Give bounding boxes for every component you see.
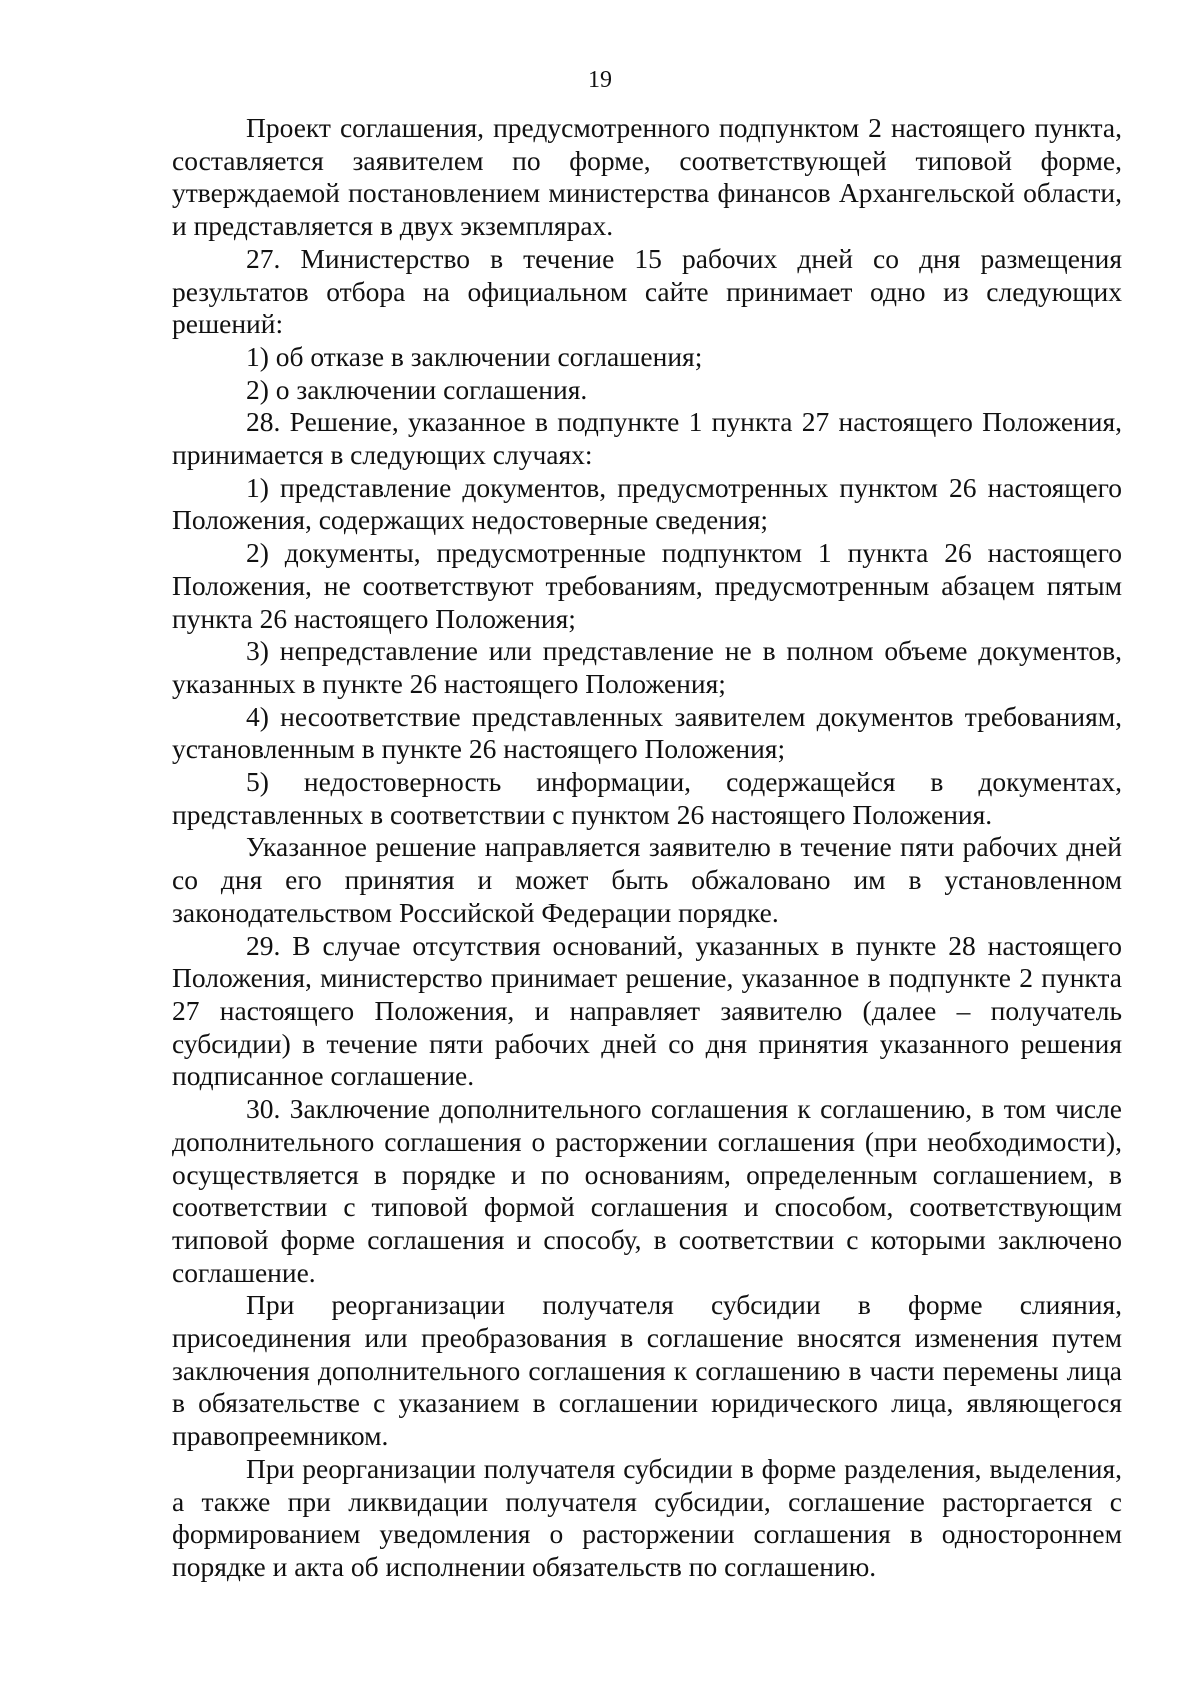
paragraph-reorganization-merger: При реорганизации получателя субсидии в форме слияния, присоединения или преобразования в соглашение вносятся изменения путем заключения дополнительного соглашения к соглашению в части перемены лица в обязательстве с указанием в соглашении юридического лица, являющегося правопреемником. (172, 1289, 1122, 1452)
page-number: 19 (588, 67, 612, 93)
paragraph-item-28-4: 4) несоответствие представленных заявителем документов требованиям, установленным в пункте 26 настоящего Положения; (172, 700, 1122, 765)
paragraph-item-27: 27. Министерство в течение 15 рабочих дней со дня размещения результатов отбора на официальном сайте принимает одно из следующих решений: (172, 242, 1122, 340)
paragraph-item-28-3: 3) непредставление или представление не в полном объеме документов, указанных в пункте 26 настоящего Положения; (172, 635, 1122, 699)
document-body (172, 112, 1122, 1584)
paragraph-reorganization-division: При реорганизации получателя субсидии в форме разделения, выделения, а также при ликвидации получателя субсидии, соглашение расторгается с формированием уведомления о расторжении соглашения в одностороннем порядке и акта об исполнении обязательств по соглашению. (172, 1452, 1122, 1582)
paragraph-item-28-1: 1) представление документов, предусмотренных пунктом 26 настоящего Положения, содержащих недостоверные сведения; (172, 471, 1122, 536)
paragraph-item-29: 29. В случае отсутствия оснований, указанных в пункте 28 настоящего Положения, министерство принимает решение, указанное в подпункте 2 пункта 27 настоящего Положения, и направляет заявителю (далее – получатель субсидии) в течение пяти рабочих дней со дня принятия указанного решения подписанное соглашение. (172, 929, 1122, 1092)
paragraph-item-28-5: 5) недостоверность информации, содержащейся в документах, представленных в соответствии с пунктом 26 настоящего Положения. (172, 766, 1122, 830)
paragraph-item-27-2: 2) о заключении соглашения. (246, 373, 588, 405)
paragraph-item-30: 30. Заключение дополнительного соглашения к соглашению, в том числе дополнительного соглашения о расторжении соглашения (при необходимости), осуществляется в порядке и по основаниям, определенным соглашением, в соответствии с типовой формой соглашения и способом, соответствующим типовой форме соглашения и способу, в соответствии с которыми заключено соглашение. (172, 1093, 1122, 1288)
paragraph-item-28-2: 2) документы, предусмотренные подпунктом 1 пункта 26 настоящего Положения, не соответствуют требованиям, предусмотренным абзацем пятым пункта 26 настоящего Положения; (172, 537, 1122, 634)
paragraph-agreement-draft: Проект соглашения, предусмотренного подпунктом 2 настоящего пункта, составляется заявителем по форме, соответствующей типовой форме, утверждаемой постановлением министерства финансов Архангельской области, и представляется в двух экземплярах. (172, 112, 1122, 242)
paragraph-item-27-1: 1) об отказе в заключении соглашения; (246, 340, 703, 372)
paragraph-item-28: 28. Решение, указанное в подпункте 1 пункта 27 настоящего Положения, принимается в следующих случаях: (172, 406, 1122, 471)
paragraph-decision-notice: Указанное решение направляется заявителю в течение пяти рабочих дней со дня его принятия и может быть обжаловано им в установленном законодательством Российской Федерации порядке. (172, 831, 1122, 928)
